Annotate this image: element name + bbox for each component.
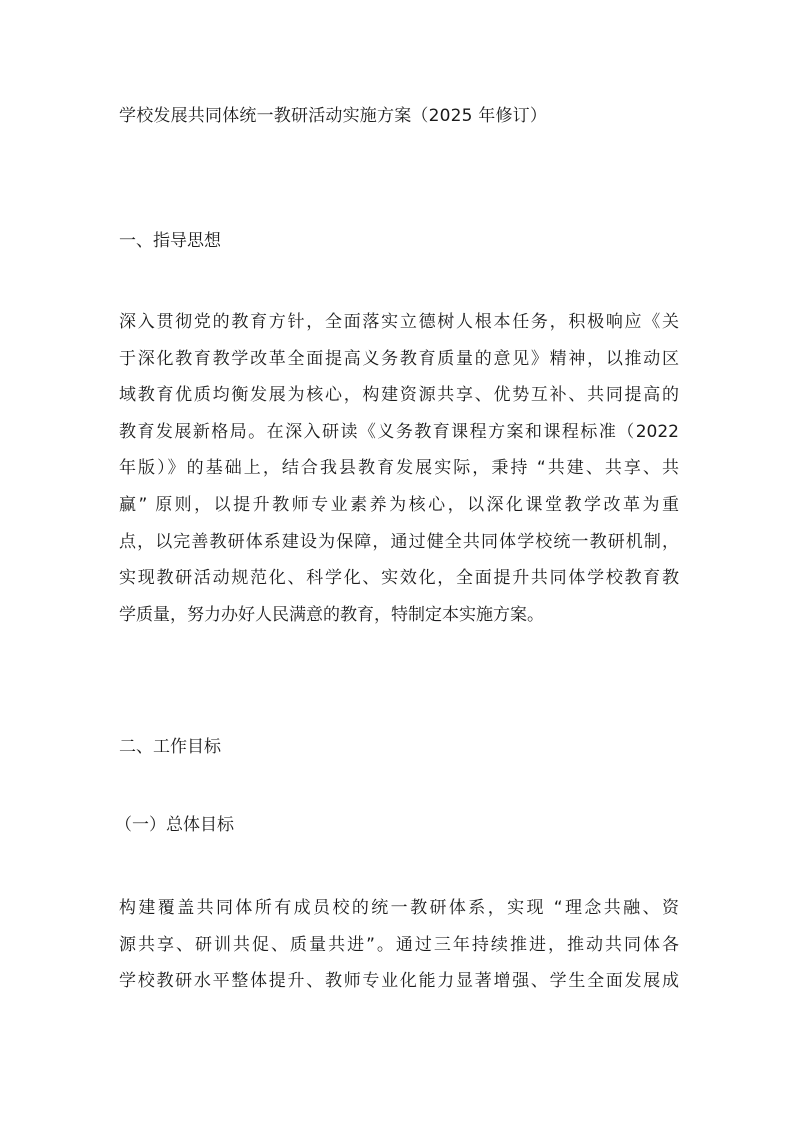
paragraph-line: 教育发展新格局。在深入研读《义务教育课程方案和课程标准（2022: [119, 421, 679, 442]
paragraph-line: 源共享、研训共促、质量共进”。通过三年持续推进，推动共同体各: [119, 934, 679, 955]
section-heading-work-goals: 二、工作目标: [119, 737, 221, 757]
paragraph-guiding-ideology: [119, 304, 679, 633]
subsection-heading-overall-goal: （一）总体目标: [115, 815, 234, 835]
document-title: 学校发展共同体统一教研活动实施方案（2025 年修订）: [119, 106, 548, 126]
paragraph-line: 点，以完善教研体系建设为保障，通过健全共同体学校统一教研机制，: [119, 531, 679, 552]
paragraph-line: 实现教研活动规范化、科学化、实效化，全面提升共同体学校教育教: [119, 568, 679, 589]
paragraph-line: 赢” 原则，以提升教师专业素养为核心，以深化课堂教学改革为重: [119, 494, 679, 515]
paragraph-line: 域教育优质均衡发展为核心，构建资源共享、优势互补、共同提高的: [119, 385, 679, 406]
paragraph-line: 于深化教育教学改革全面提高义务教育质量的意见》精神，以推动区: [119, 348, 679, 369]
paragraph-line: 构建覆盖共同体所有成员校的统一教研体系，实现 “理念共融、资: [119, 898, 679, 918]
paragraph-line: 学质量，努力办好人民满意的教育，特制定本实施方案。: [119, 604, 544, 625]
paragraph-line: 深入贯彻党的教育方针，全面落实立德树人根本任务，积极响应《关: [119, 312, 679, 332]
paragraph-overall-goal: [119, 890, 679, 1000]
paragraph-line: 年版）》的基础上，结合我县教育发展实际，秉持 “共建、共享、共: [119, 458, 679, 479]
section-heading-guiding-ideology: 一、指导思想: [119, 231, 221, 251]
paragraph-line: 学校教研水平整体提升、教师专业化能力显著增强、学生全面发展成: [119, 971, 679, 992]
